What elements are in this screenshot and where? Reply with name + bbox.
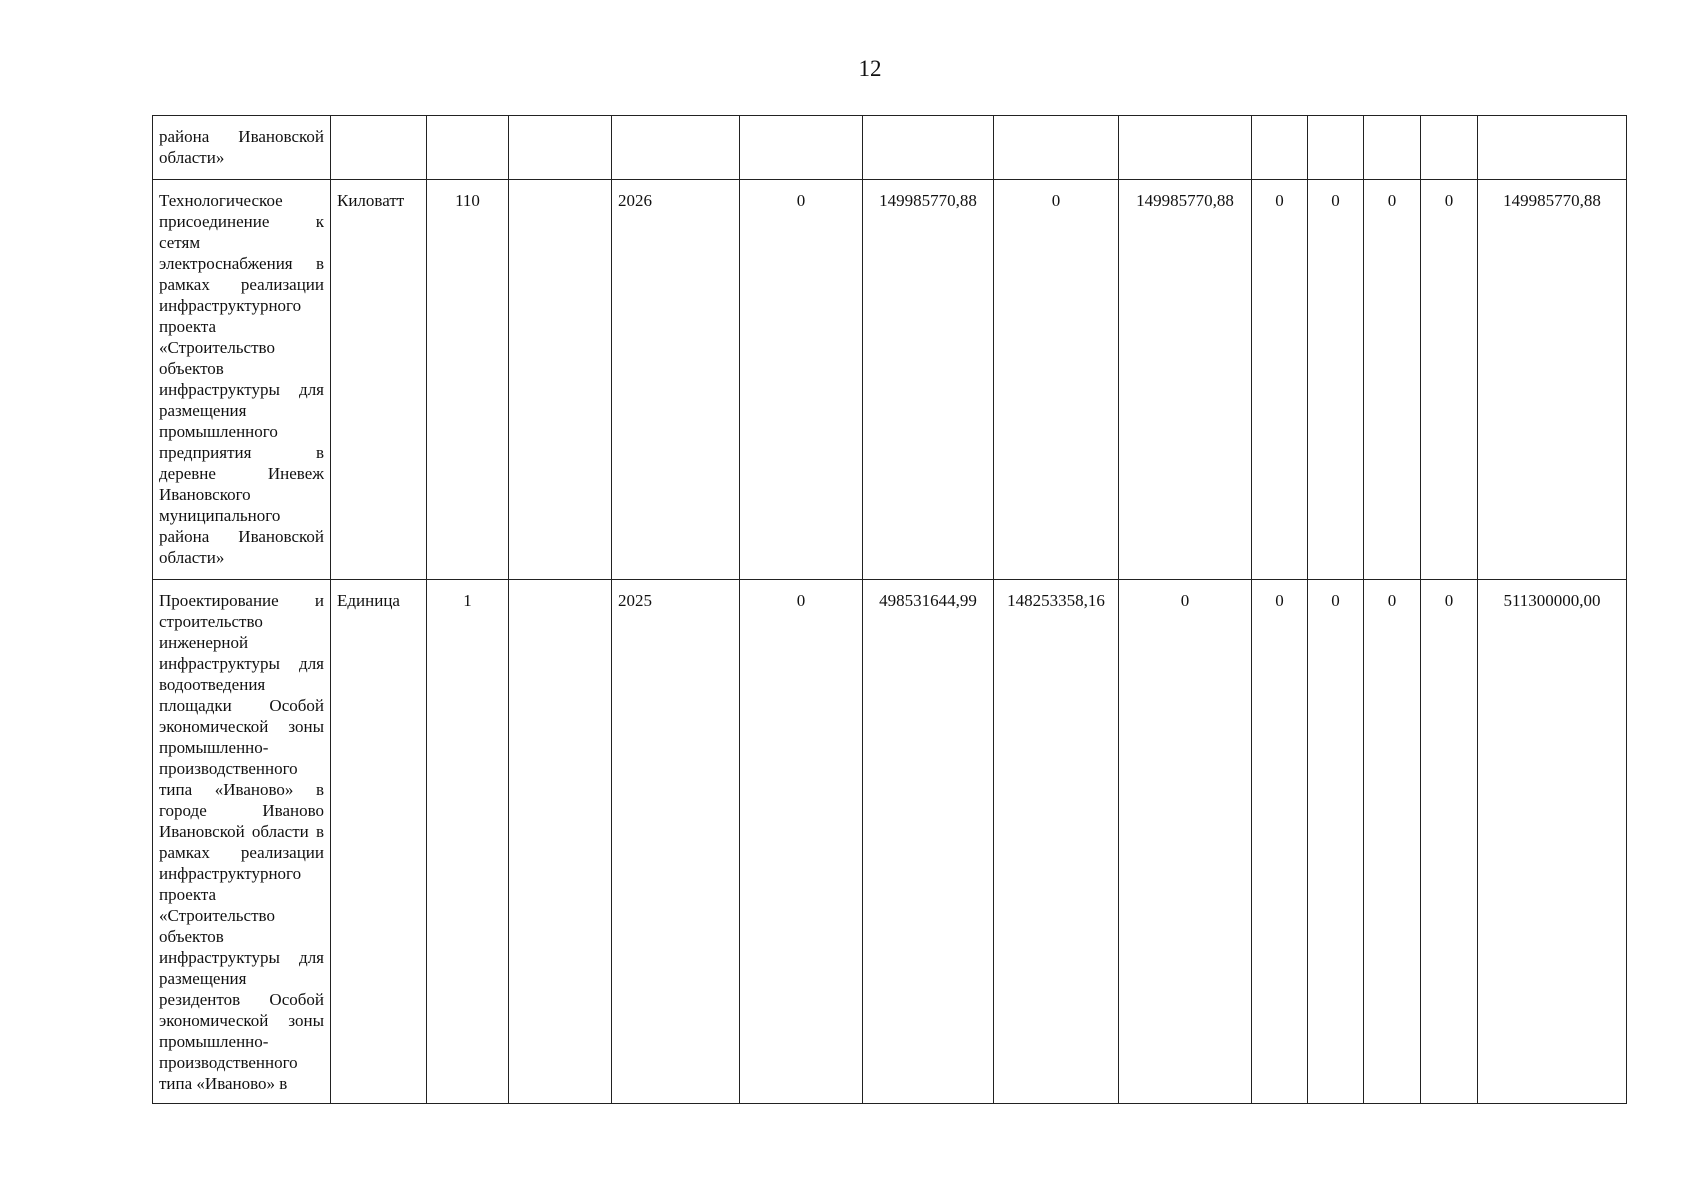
cell-blank: [509, 180, 612, 580]
table-row: [153, 580, 1627, 1104]
cell-value: 0: [1364, 180, 1421, 580]
cell-value: 0: [740, 580, 863, 1104]
table-row: [153, 180, 1627, 580]
cell-quantity: [427, 116, 509, 180]
cell-value: 0: [994, 180, 1119, 580]
cell-unit: Киловатт: [331, 180, 427, 580]
cell-year: 2026: [612, 180, 740, 580]
cell-value: 0: [1364, 580, 1421, 1104]
cell-quantity: 1: [427, 580, 509, 1104]
cell-value: [994, 116, 1119, 180]
page-number: 12: [858, 56, 882, 81]
table-row: [153, 116, 1627, 180]
cell-value: 0: [1119, 580, 1252, 1104]
cell-unit: [331, 116, 427, 180]
cell-value: 149985770,88: [1119, 180, 1252, 580]
cell-value: [1308, 116, 1364, 180]
cell-value: [1364, 116, 1421, 180]
cell-value: 0: [1252, 580, 1308, 1104]
cell-value: 0: [1308, 580, 1364, 1104]
cell-blank: [509, 580, 612, 1104]
cell-description: района Ивановской области»: [153, 116, 331, 180]
cell-value: 0: [740, 180, 863, 580]
cell-year: [612, 116, 740, 180]
cell-total: 511300000,00: [1478, 580, 1627, 1104]
data-table: [152, 115, 1627, 1104]
cell-unit: Единица: [331, 580, 427, 1104]
cell-value: [740, 116, 863, 180]
cell-value: 498531644,99: [863, 580, 994, 1104]
cell-blank: [509, 116, 612, 180]
cell-total: [1478, 116, 1627, 180]
cell-value: [1421, 116, 1478, 180]
cell-value: 0: [1421, 580, 1478, 1104]
cell-quantity: 110: [427, 180, 509, 580]
cell-value: 0: [1252, 180, 1308, 580]
cell-description: Проектирование и строительство инженерной инфраструктуры для водоотведения площадки Особой экономической зоны промышленно-производственного типа «Иваново» в городе Иваново Ивановской области в рамках реализации инфраструктурного проекта «Строительство объектов инфраструктуры для размещения резидентов Особой экономической зоны промышленно-производственного типа «Иваново» в: [153, 580, 331, 1104]
cell-value: [1252, 116, 1308, 180]
cell-description: Технологическое присоединение к сетям электроснабжения в рамках реализации инфраструктурного проекта «Строительство объектов инфраструктуры для размещения промышленного предприятия в деревне Иневеж Ивановского муниципального района Ивановской области»: [153, 180, 331, 580]
cell-value: [863, 116, 994, 180]
cell-value: 148253358,16: [994, 580, 1119, 1104]
cell-total: 149985770,88: [1478, 180, 1627, 580]
cell-value: 149985770,88: [863, 180, 994, 580]
cell-value: 0: [1421, 180, 1478, 580]
cell-value: [1119, 116, 1252, 180]
cell-value: 0: [1308, 180, 1364, 580]
cell-year: 2025: [612, 580, 740, 1104]
